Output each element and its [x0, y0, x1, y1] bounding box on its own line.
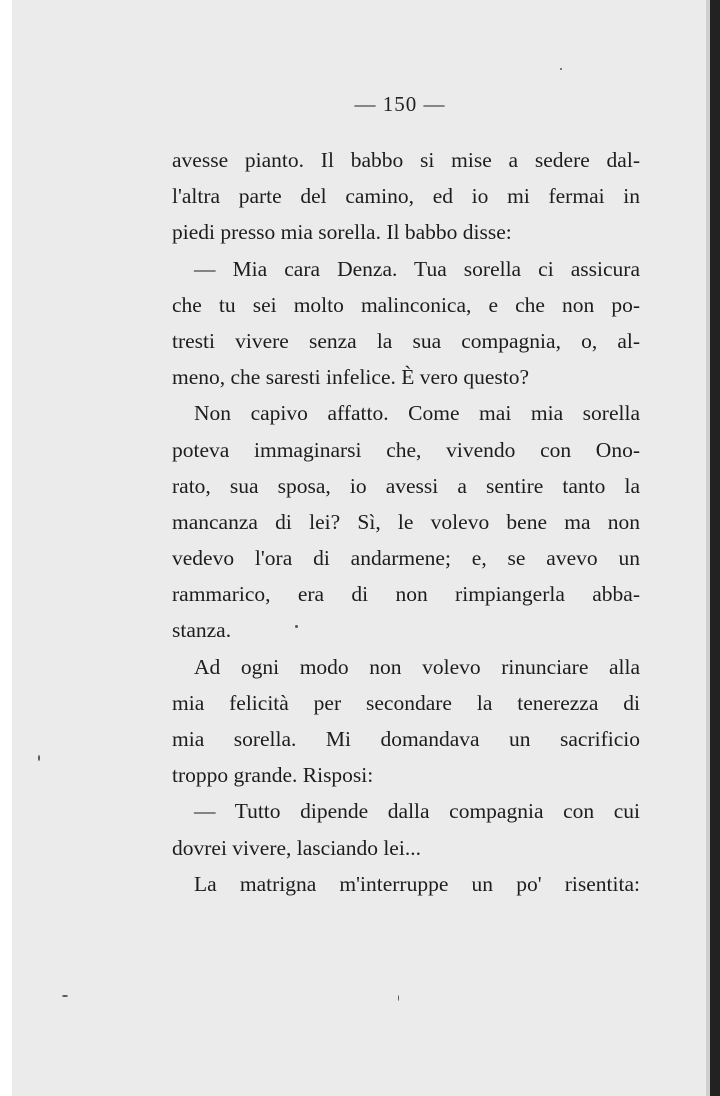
paper-speck	[295, 625, 298, 628]
text-line: stanza.	[172, 618, 232, 643]
paper-speck	[560, 68, 562, 70]
text-line: dovrei vivere, lasciando lei...	[172, 835, 421, 860]
text-line: La matrigna m'interruppe un po' risentita:	[194, 871, 640, 896]
paper-speck	[62, 995, 68, 997]
text-line: Ad ogni modo non volevo rinunciare alla	[194, 654, 640, 679]
text-line: vedevo l'ora di andarmene; e, se avevo un	[172, 546, 640, 571]
text-line: rammarico, era di non rimpiangerla abba-	[172, 582, 640, 607]
text-line: mia felicità per secondare la tenerezza di	[172, 690, 640, 715]
page-number: — 150 —	[354, 92, 446, 116]
text-line: mancanza di lei? Sì, le volevo bene ma non	[172, 509, 640, 534]
text-line: piedi presso mia sorella. Il babbo disse:	[172, 220, 512, 245]
text-line: mia sorella. Mi domandava un sacrificio	[172, 727, 640, 751]
text-line: meno, che saresti infelice. È vero questo?	[172, 365, 529, 390]
text-line: tresti vivere senza la sua compagnia, o, al-	[172, 328, 640, 353]
paper-speck	[398, 995, 399, 1001]
text-line: che tu sei molto malinconica, e che non po-	[172, 292, 640, 317]
text-line: rato, sua sposa, io avessi a sentire tanto la	[172, 473, 640, 498]
text-line: — Tutto dipende dalla compagnia con cui	[194, 799, 640, 824]
text-line: troppo grande. Risposi:	[172, 763, 374, 788]
paper-speck	[38, 755, 40, 761]
text-line: — Mia cara Denza. Tua sorella ci assicura	[194, 256, 640, 281]
page-edge	[710, 0, 720, 1096]
text-line: poteva immaginarsi che, vivendo con Ono-	[172, 437, 640, 462]
text-line: l'altra parte del camino, ed io mi fermai in	[172, 184, 640, 209]
text-line: Non capivo affatto. Come mai mia sorella	[194, 401, 640, 426]
text-line: avesse pianto. Il babbo si mise a sedere dal-	[172, 148, 640, 172]
body-text	[172, 142, 640, 902]
